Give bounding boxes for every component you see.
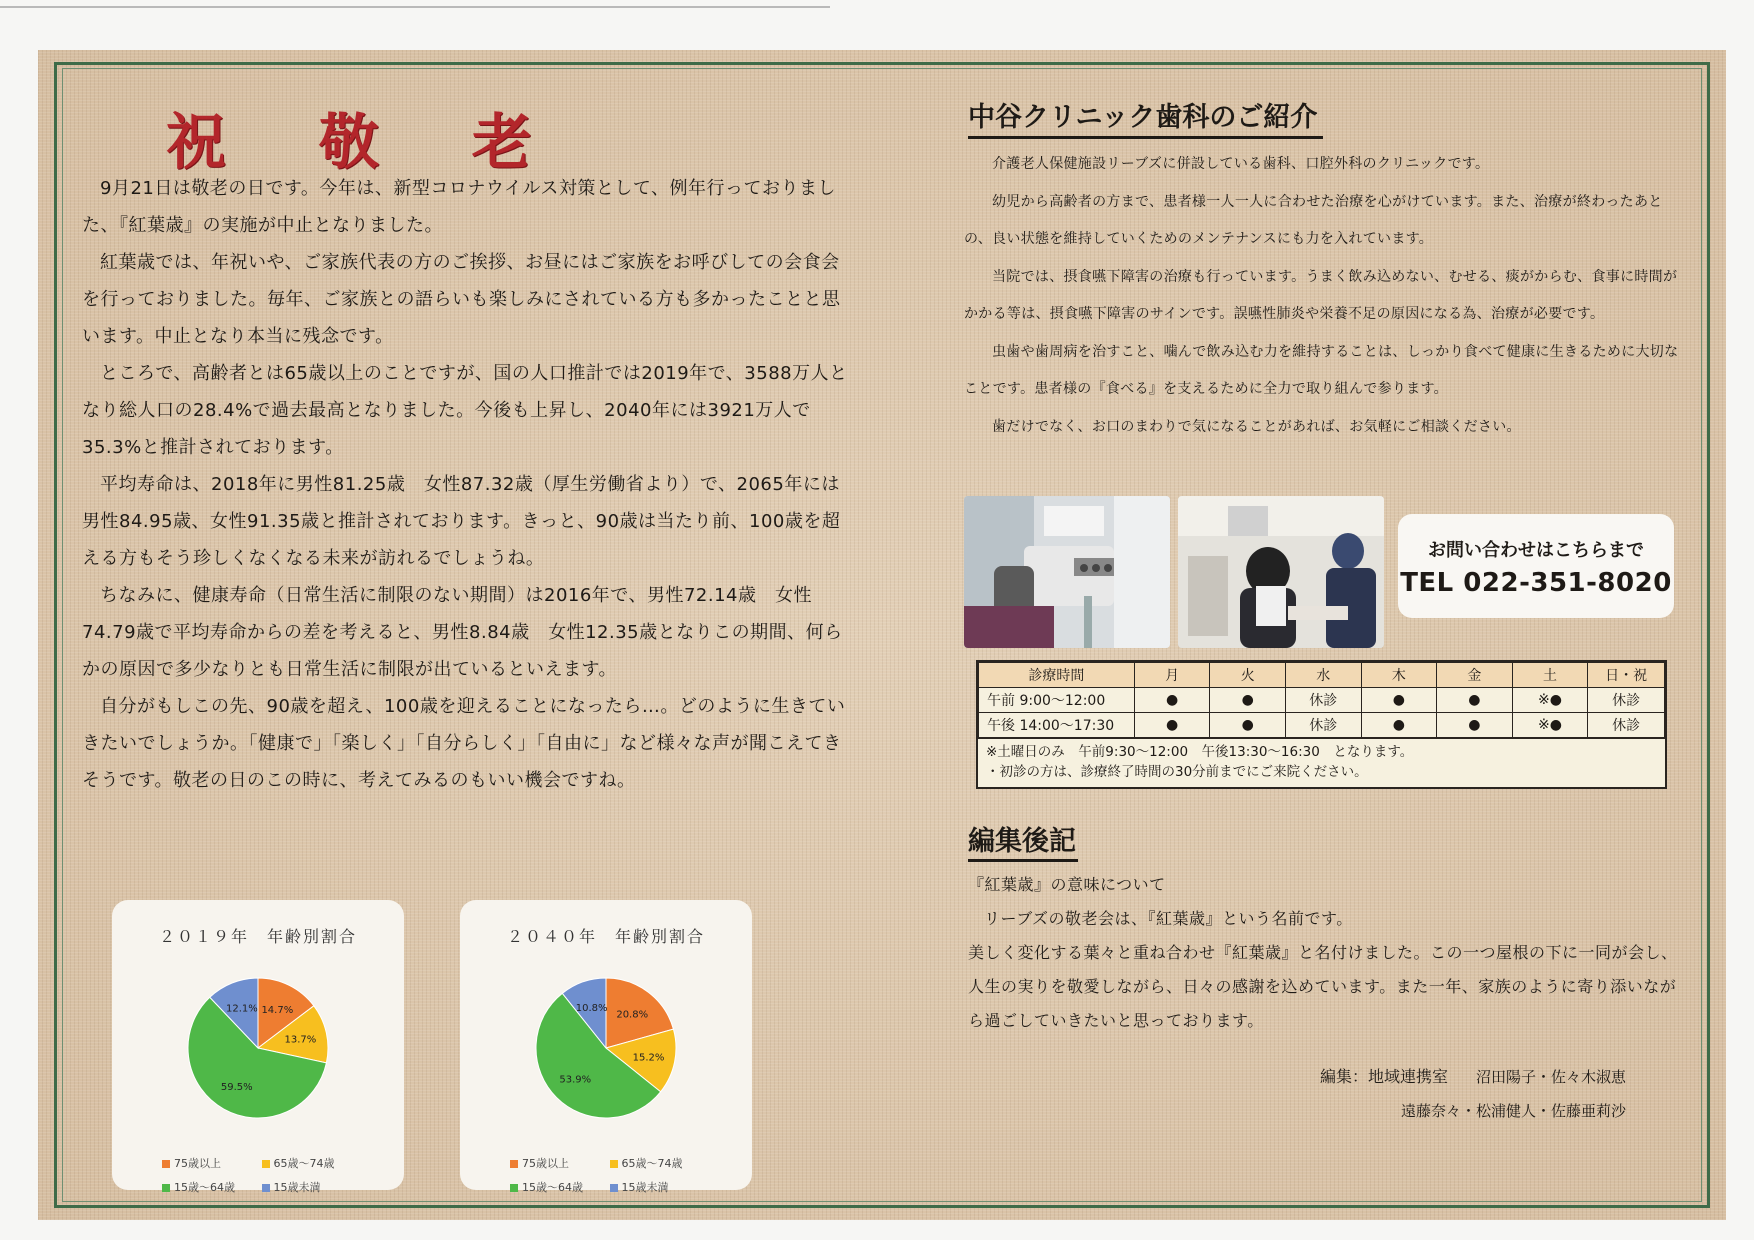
legend-swatch xyxy=(610,1160,618,1168)
editorial-credits xyxy=(1320,1060,1626,1128)
legend-swatch xyxy=(162,1184,170,1192)
legend-swatch xyxy=(510,1160,518,1168)
table-cell: 休診 xyxy=(1285,713,1361,738)
legend-item-75plus xyxy=(510,1152,606,1176)
pie-chart-2040 xyxy=(460,900,752,1194)
header-cell: 水 xyxy=(1285,663,1361,688)
credit-names: 遠藤奈々・松浦健人・佐藤亜莉沙 xyxy=(1400,1102,1626,1120)
table-header-row xyxy=(979,663,1665,688)
clinic-photo-dental-chair xyxy=(964,496,1170,648)
editor-postscript-body xyxy=(968,868,1688,1038)
newsletter-sheet xyxy=(38,50,1726,1220)
legend-label: 15歳未満 xyxy=(621,1181,669,1194)
header-cell: 月 xyxy=(1134,663,1210,688)
table-cell: ● xyxy=(1437,713,1513,738)
data-label: 14.7% xyxy=(261,1005,294,1017)
credit-label: 編集：地域連携室 xyxy=(1319,1067,1448,1086)
legend-label: 15歳未満 xyxy=(273,1181,321,1194)
clinic-paragraph: 虫歯や歯周病を治すこと、噛んで飲み込む力を維持することは、しっかり食べて健康に生きるために大切なことです。患者様の『食べる』を支えるために全力で取り組んで参ります。 xyxy=(964,343,1679,397)
table-cell: ※● xyxy=(1512,713,1588,738)
legend-swatch xyxy=(162,1160,170,1168)
legend-label: 15歳～64歳 xyxy=(174,1181,235,1194)
pie-plot xyxy=(168,958,348,1138)
contact-label: お問い合わせはこちらまで xyxy=(1428,540,1644,561)
legend-item-15-64 xyxy=(510,1176,606,1200)
article-paragraph: 9月21日は敬老の日です。今年は、新型コロナウイルス対策として、例年行っておりました、『紅葉歳』の実施が中止となりました。 xyxy=(82,178,836,236)
clinic-introduction xyxy=(964,146,1684,446)
table-cell: ● xyxy=(1437,688,1513,713)
editor-line: 『紅葉歳』の意味について xyxy=(968,875,1166,894)
legend-item-under15 xyxy=(262,1176,358,1200)
table-cell: ● xyxy=(1361,713,1437,738)
respect-aged-article xyxy=(82,170,852,799)
article-paragraph: 自分がもしこの先、90歳を超え、100歳を迎えることになったら…。どのように生きていきたいでしょうか。「健康で」「楽しく」「自分らしく」「自由に」など様々な声が聞こえてきそうです。敬老の日のこの時に、考えてみるのもいい機会ですね。 xyxy=(82,696,846,791)
data-label: 59.5% xyxy=(220,1081,253,1093)
clinic-paragraph: 幼児から高齢者の方まで、患者様一人一人に合わせた治療を心がけています。また、治療が終わったあとの、良い状態を維持していくためのメンテナンスにも力を入れています。 xyxy=(964,193,1663,247)
legend-item-under15 xyxy=(610,1176,706,1200)
legend-label: 65歳～74歳 xyxy=(273,1157,335,1170)
editor-line: リーブズの敬老会は、『紅葉歳』という名前です。 xyxy=(984,909,1353,928)
data-label: 13.7% xyxy=(284,1034,317,1046)
note-line: ※土曜日のみ 午前9:30～12:00 午後13:30～16:30 となります。 xyxy=(986,744,1414,760)
hours-notes xyxy=(978,738,1665,787)
clinic-paragraph: 介護老人保健施設リーブズに併設している歯科、口腔外科のクリニックです。 xyxy=(992,156,1490,172)
legend-swatch xyxy=(262,1184,270,1192)
consultation-hours-table xyxy=(976,660,1667,789)
data-label: 20.8% xyxy=(616,1009,649,1021)
note-line: ・初診の方は、診療終了時間の30分前までにご来院ください。 xyxy=(986,764,1368,780)
table-cell: 休診 xyxy=(1285,688,1361,713)
table-cell: ● xyxy=(1134,713,1210,738)
data-label: 15.2% xyxy=(632,1052,665,1064)
header-cell: 金 xyxy=(1437,663,1513,688)
clinic-photo-treatment xyxy=(1178,496,1384,648)
article-paragraph: 平均寿命は、2018年に男性81.25歳 女性87.32歳（厚生労働省より）で、2065年には男性84.95歳、女性91.35歳と推計されております。きっと、90歳は当たり前、100歳を超える方もそう珍しくなくなる未来が訪れるでしょうね。 xyxy=(82,474,841,569)
data-label: 10.8% xyxy=(575,1003,608,1015)
table-cell: ● xyxy=(1210,688,1286,713)
credit-names: 沼田陽子・佐々木淑恵 xyxy=(1475,1068,1626,1086)
phone-number: TEL 022-351-8020 xyxy=(1400,568,1672,598)
legend-item-75plus xyxy=(162,1152,258,1176)
legend-swatch xyxy=(610,1184,618,1192)
contact-box xyxy=(1398,514,1674,618)
clinic-paragraph: 歯だけでなく、お口のまわりで気になることがあれば、お気軽にご相談ください。 xyxy=(992,418,1521,435)
legend-swatch xyxy=(262,1160,270,1168)
time-slot-cell: 午前 9:00～12:00 xyxy=(979,688,1135,713)
legend-swatch xyxy=(510,1184,518,1192)
legend-item-15-64 xyxy=(162,1176,258,1200)
table-cell: ● xyxy=(1361,688,1437,713)
data-label: 12.1% xyxy=(226,1003,258,1015)
editor-line: 美しく変化する葉々と重ね合わせ『紅葉歳』と名付けました。この一つ屋根の下に一同が会し、人生の実りを敬愛しながら、日々の感謝を込めています。また一年、家族のように寄り添いながら過ごしていきたいと思っております。 xyxy=(968,943,1678,1030)
chart-title: ２０４０年 年齢別割合 xyxy=(506,927,705,946)
pie-plot xyxy=(516,958,696,1138)
table-cell: 休診 xyxy=(1588,688,1665,713)
table-row xyxy=(979,688,1665,713)
legend-label: 65歳～74歳 xyxy=(621,1157,683,1170)
header-cell: 診療時間 xyxy=(979,663,1135,688)
table-row xyxy=(979,713,1665,738)
header-cell: 日・祝 xyxy=(1588,663,1665,688)
data-label: 53.9% xyxy=(559,1074,592,1086)
article-paragraph: ところで、高齢者とは65歳以上のことですが、国の人口推計では2019年で、3588万人となり総人口の28.4%で過去最高となりました。今後も上昇し、2040年には3921万人で35.3%と推計されております。 xyxy=(82,363,848,458)
legend-label: 75歳以上 xyxy=(522,1157,569,1170)
time-slot-cell: 午後 14:00～17:30 xyxy=(979,713,1135,738)
clinic-paragraph: 当院では、摂食嚥下障害の治療も行っています。うまく飲み込めない、むせる、痰がからむ、食事に時間がかかる等は、摂食嚥下障害のサインです。誤嚥性肺炎や栄養不足の原因になる為、治療が必要です。 xyxy=(964,268,1678,322)
table-cell: ● xyxy=(1134,688,1210,713)
legend-label: 15歳～64歳 xyxy=(522,1181,583,1194)
article-paragraph: 紅葉歳では、年祝いや、ご家族代表の方のご挨拶、お昼にはご家族をお呼びしての会食会を行っておりました。毎年、ご家族との語らいも楽しみにされている方も多かったことと思います。中止となり本当に残念です。 xyxy=(82,252,841,347)
article-paragraph: ちなみに、健康寿命（日常生活に制限のない期間）は2016年で、男性72.14歳 女性74.79歳で平均寿命からの差を考えると、男性8.84歳 女性12.35歳となりこの期間、何らかの原因で多少なりとも日常生活に制限が出ているといえます。 xyxy=(82,585,843,680)
chart-title: ２０１９年 年齢別割合 xyxy=(158,927,357,946)
table-cell: ● xyxy=(1210,713,1286,738)
page-title: 祝 敬 老 xyxy=(166,108,568,178)
legend-label: 75歳以上 xyxy=(174,1157,221,1170)
chart-legend xyxy=(162,1152,382,1200)
scan-edge-line xyxy=(0,6,830,8)
table-cell: ※● xyxy=(1512,688,1588,713)
clinic-heading: 中谷クリニック歯科のご紹介 xyxy=(968,100,1323,139)
header-cell: 火 xyxy=(1210,663,1286,688)
editor-postscript-heading: 編集後記 xyxy=(968,825,1078,862)
chart-legend xyxy=(510,1152,730,1200)
table-cell: 休診 xyxy=(1588,713,1665,738)
legend-item-65-74 xyxy=(610,1152,706,1176)
header-cell: 土 xyxy=(1512,663,1588,688)
pie-chart-2019 xyxy=(112,900,404,1194)
header-cell: 木 xyxy=(1361,663,1437,688)
legend-item-65-74 xyxy=(262,1152,358,1176)
